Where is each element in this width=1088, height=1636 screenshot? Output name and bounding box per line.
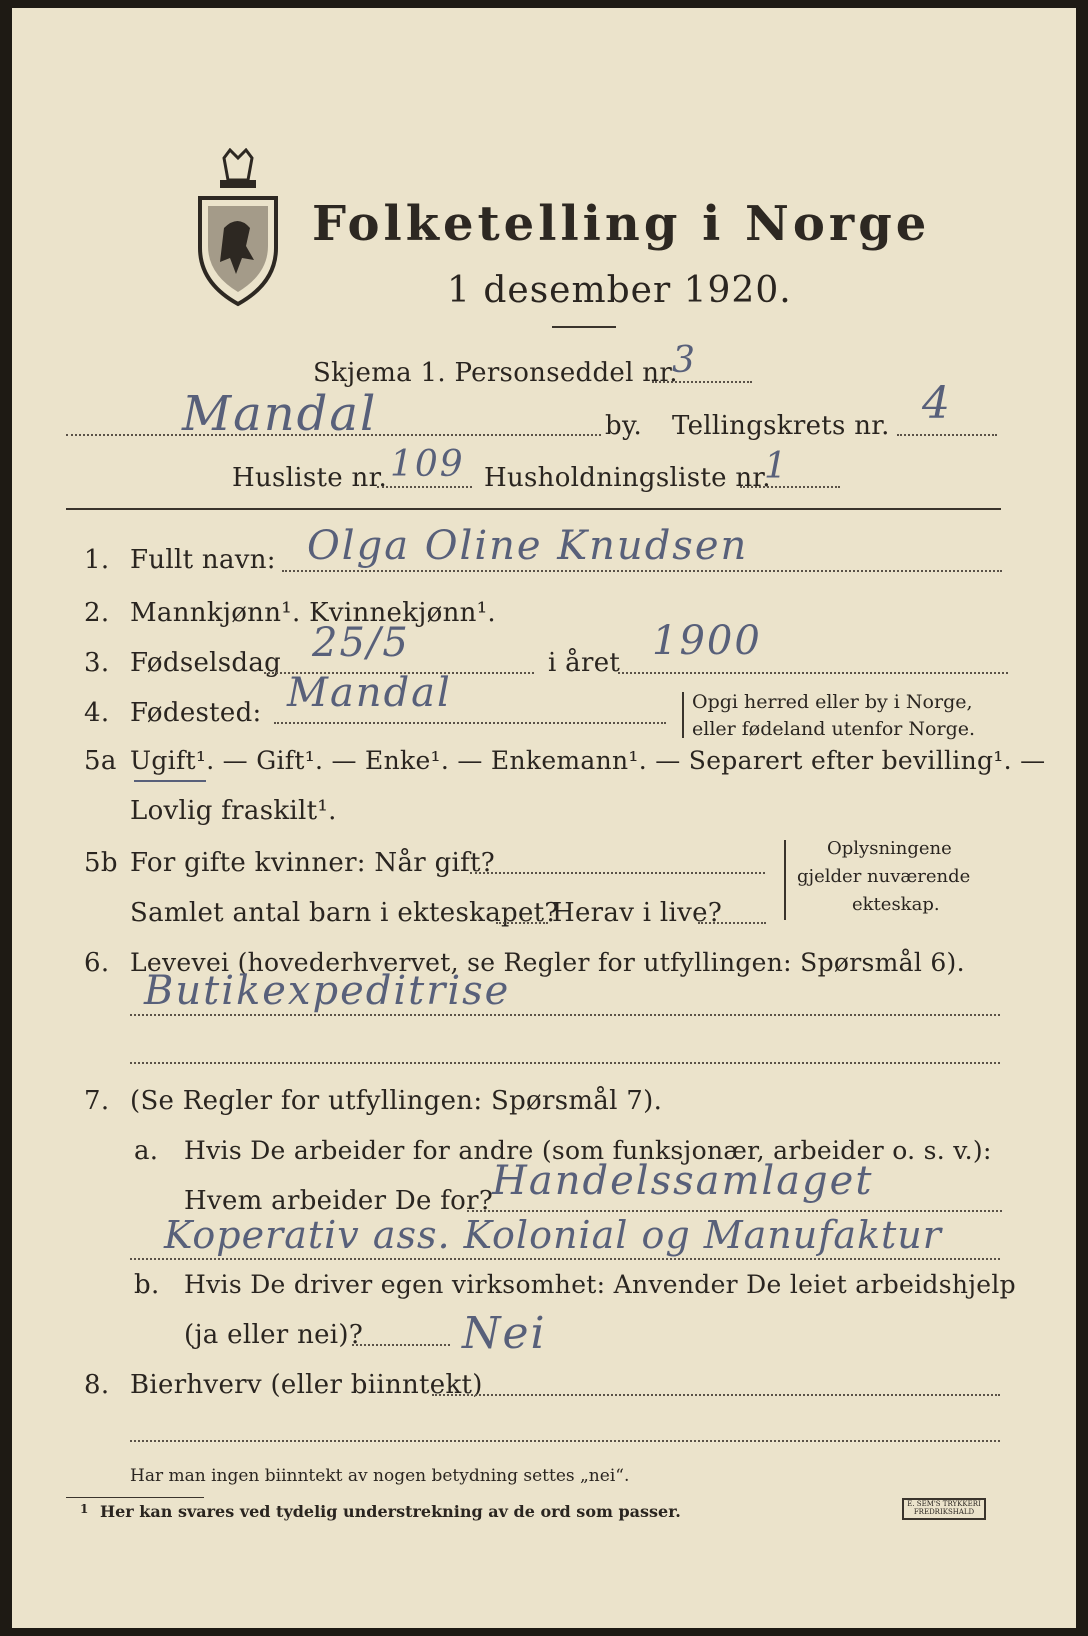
q2-label: Mannkjønn¹. Kvinnekjønn¹. xyxy=(130,598,496,628)
q7a-line2: Hvem arbeider De for? xyxy=(184,1186,494,1216)
marriage-note-2: gjelder nuværende xyxy=(797,866,971,887)
q3-number: 3. xyxy=(84,648,110,678)
ugift-underline xyxy=(134,780,206,782)
q5b-number: 5b xyxy=(84,848,118,878)
birthplace-value: Mandal xyxy=(287,670,452,716)
birthplace-note-2: eller fødeland utenfor Norge. xyxy=(692,718,976,740)
living-label: Herav i live? xyxy=(552,898,723,928)
q7a-letter: a. xyxy=(134,1136,159,1166)
marriage-note-1: Oplysningene xyxy=(827,838,952,859)
q2-number: 2. xyxy=(84,598,110,628)
husliste-label: Husliste nr. xyxy=(232,463,388,493)
hired-help-value: Nei xyxy=(462,1308,547,1359)
children-label: Samlet antal barn i ekteskapet? xyxy=(130,898,559,928)
employer-value-2: Koperativ ass. Kolonial og Manufaktur xyxy=(164,1213,942,1257)
q5a-number: 5a xyxy=(84,746,117,776)
tellingskrets-number: 4 xyxy=(922,378,952,429)
skjema-label: Skjema 1. Personseddel nr. xyxy=(313,358,678,388)
by-value: Mandal xyxy=(182,386,378,442)
form-title: Folketelling i Norge xyxy=(312,196,931,252)
marriage-note-3: ekteskap. xyxy=(852,894,940,915)
q8-number: 8. xyxy=(84,1370,110,1400)
footnote-text: Her kan svares ved tydelig understrekning av de ord som passer. xyxy=(100,1502,681,1521)
q7-number: 7. xyxy=(84,1086,110,1116)
q7-label: (Se Regler for utfyllingen: Spørsmål 7). xyxy=(130,1086,663,1116)
personseddel-number: 3 xyxy=(672,340,697,381)
q7b-letter: b. xyxy=(134,1270,160,1300)
occupation-value: Butikexpeditrise xyxy=(144,968,511,1014)
husholdning-number: 1 xyxy=(764,446,789,487)
married-when-label: For gifte kvinner: Når gift? xyxy=(130,848,496,878)
q4-number: 4. xyxy=(84,698,110,728)
coat-of-arms-icon xyxy=(194,148,282,308)
q7b-line1: Hvis De driver egen virksomhet: Anvender De leiet arbeidshjelp xyxy=(184,1270,1016,1299)
employer-value: Handelssamlaget xyxy=(492,1158,874,1204)
q7b-line2: (ja eller nei)? xyxy=(184,1320,364,1350)
title-divider xyxy=(552,326,616,328)
birthplace-note-1: Opgi herred eller by i Norge, xyxy=(692,691,973,713)
census-form xyxy=(12,8,1076,1628)
q1-label: Fullt navn: xyxy=(130,545,276,575)
year-label: i året xyxy=(548,648,621,678)
footer-note: Har man ingen biinntekt av nogen betydning settes „nei“. xyxy=(130,1466,630,1486)
header-rule xyxy=(66,508,1001,510)
q8-label: Bierhverv (eller biinntekt) xyxy=(130,1370,483,1400)
husholdning-label: Husholdningsliste nr. xyxy=(484,463,771,493)
footnote-number: 1 xyxy=(80,1502,89,1516)
tellingskrets-label: Tellingskrets nr. xyxy=(672,411,890,441)
full-name-value: Olga Oline Knudsen xyxy=(307,523,749,569)
birthday-value: 25/5 xyxy=(312,620,410,666)
by-label: by. xyxy=(605,411,643,441)
census-date: 1 desember 1920. xyxy=(447,270,792,311)
q1-number: 1. xyxy=(84,545,110,575)
birth-year-value: 1900 xyxy=(652,618,762,664)
printer-stamp: E. SEM'S TRYKKERI FREDRIKSHALD xyxy=(902,1498,986,1520)
husliste-number: 109 xyxy=(390,444,465,485)
occupation-label: Levevei (hovederhvervet, se Regler for utfyllingen: Spørsmål 6). xyxy=(130,948,965,977)
q7a-line1: Hvis De arbeider for andre (som funksjonær, arbeider o. s. v.): xyxy=(184,1136,992,1165)
q6-number: 6. xyxy=(84,948,110,978)
marital-options-2: Lovlig fraskilt¹. xyxy=(130,796,337,826)
q4-label: Fødested: xyxy=(130,698,262,728)
q3-label: Fødselsdag xyxy=(130,648,282,678)
marital-options: Ugift¹. — Gift¹. — Enke¹. — Enkemann¹. — Separert efter bevilling¹. — xyxy=(130,746,1046,775)
